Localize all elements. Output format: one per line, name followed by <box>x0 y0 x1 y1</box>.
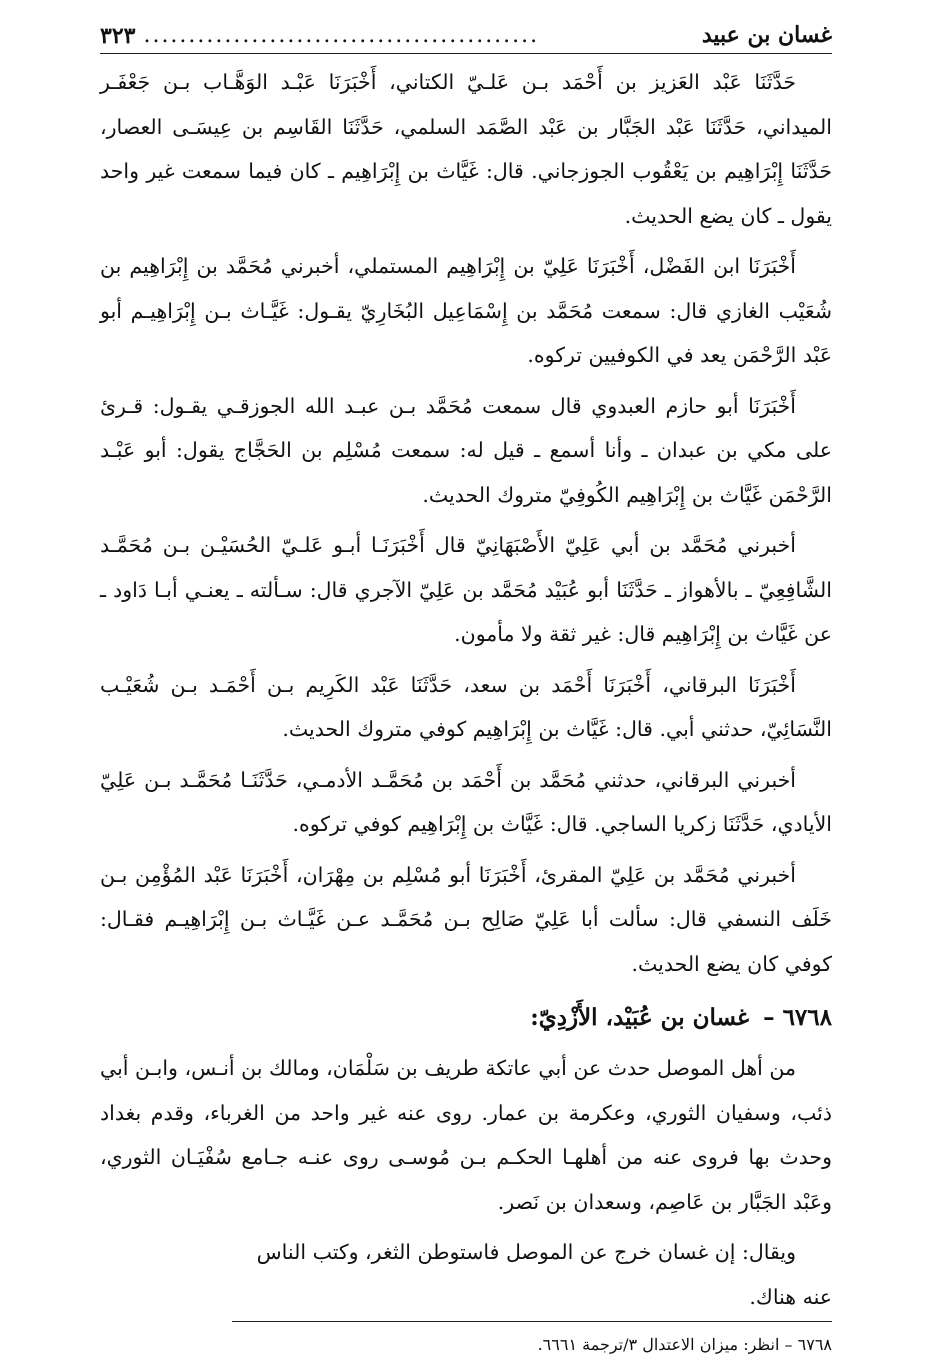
header-left <box>100 21 539 51</box>
header-dots: ............................................ <box>143 23 540 48</box>
paragraph: أَخْبَرَنَا البرقاني، أَخْبَرَنَا أَحْمَد بن سعد، حَدَّثَنَا عَبْد الكَرِيم بـن أَحْمَـد بـن شُعَيْـب النَّسَائِيّ، حدثني أبي. قال: غَيَّاث بن إِبْرَاهِيم كوفي متروك الحديث. <box>100 672 832 741</box>
paragraph: أخبرني مُحَمَّد بن عَلِيّ المقرئ، أَخْبَرَنَا أبو مُسْلِم بن مِهْرَان، أَخْبَرَنَا عَبْد المُؤْمِن بـن خَلَف النسفي قال: سألت أبا عَلِيّ صَالِح بـن مُحَمَّـد عـن غَيَّـاث بـن إِبْرَاهِيـم فقـال: كوفي كان يضع الحديث. <box>100 862 832 976</box>
entry-heading <box>100 994 832 1042</box>
paragraph: أَخْبَرَنَا ابن الفَضْل، أَخْبَرَنَا عَلِيّ بن إِبْرَاهِيم المستملي، أخبرني مُحَمَّد بن إِبْرَاهِيم بن شُعَيْب الغازي قال: سمعت مُحَمَّد بن إِسْمَاعِيل البُخَارِيّ يقـول: غَيَّـاث بـن إِبْرَاهِيـم أبو عَبْد الرَّحْمَن يعد في الكوفيين تركوه. <box>100 254 832 367</box>
paragraph: أَخْبَرَنَا أبو حازم العبدوي قال سمعت مُحَمَّد بـن عبـد الله الجوزقـي يقـول: قـرئ على مكي بن عبدان ـ وأنا أسمع ـ قيل له: سمعت مُسْلِم بن الحَجَّاج يقول: أبو عَبْـد الرَّحْمَن غَيَّاث بن إِبْرَاهِيم الكُوفِيّ متروك الحديث. <box>100 393 832 507</box>
entry-number: ٦٧٦٨ – <box>763 1004 832 1031</box>
page-number: ٣٢٣ <box>100 23 136 49</box>
header-title: غسان بن عبيد <box>701 22 832 48</box>
paragraph: حَدَّثَنَا عَبْد العَزيز بن أَحْمَد بـن عَلـيّ الكتاني، أَخْبَرَنَا عَبْـد الوَهَّـاب بـن جَعْفَـر الميداني، حَدَّثَنَا عَبْد الجَبَّار بن عَبْد الصَّمَد السلمي، حَدَّثَنَا القَاسِم بن عِيسَـى العصار، حَدَّثَنَا إِبْرَاهِيم بن يَعْقُوب الجوزجاني. قال: غَيَّاث بن إِبْرَاهِيم ـ كان فيما سمعت غير واحد يقول ـ كان يضع الحديث. <box>100 70 832 228</box>
footnote: ٦٧٦٨ – انظر: ميزان الاعتدال ٣/ترجمة ٦٦٦١. <box>537 1335 832 1354</box>
running-header <box>100 20 832 54</box>
entry-paragraph: من أهل الموصل حدث عن أبي عاتكة طريف بن سَلْمَان، ومالك بن أنـس، وابـن أبي ذئب، وسفيان الثوري، وعكرمة بن عمار. روى عنه غير واحد من الغرباء، وقدم بغداد وحدث بها فروى عنه من أهلهـا الحكـم بـن مُوسـى روى عنـه جـامع سُفْيَـان الثوري، وعَبْد الجَبَّار بن عَاصِم، وسعدان بن نَصر. <box>100 1056 832 1214</box>
paragraph: أخبرني البرقاني، حدثني مُحَمَّد بن أَحْمَد بن مُحَمَّـد الأدمـي، حَدَّثَنَـا مُحَمَّـد بـن عَلِيّ الأيادي، حَدَّثَنَا زكريا الساجي. قال: غَيَّاث بن إِبْرَاهِيم كوفي تركوه. <box>100 767 832 836</box>
paragraph: أخبرني مُحَمَّد بن أبي عَلِيّ الأَصْبَهَانِيّ قال أَخْبَرَنَـا أبـو عَلـيّ الحُسَيْـن بـن مُحَمَّـد الشَّافِعِيّ ـ بالأهواز ـ حَدَّثَنَا أبو عُبَيْد مُحَمَّد بن عَلِيّ الآجري قال: سـألته ـ يعنـي أبـا دَاود ـ عن غَيَّاث بن إِبْرَاهِيم قال: غير ثقة ولا مأمون. <box>100 533 832 646</box>
entry-title: غسان بن عُبَيْد، الأَزْدِيّ: <box>530 1004 750 1031</box>
last-paragraph: ويقال: إن غسان خرج عن الموصل فاستوطن الثغر، وكتب الناس عنه هناك. <box>232 1230 832 1322</box>
